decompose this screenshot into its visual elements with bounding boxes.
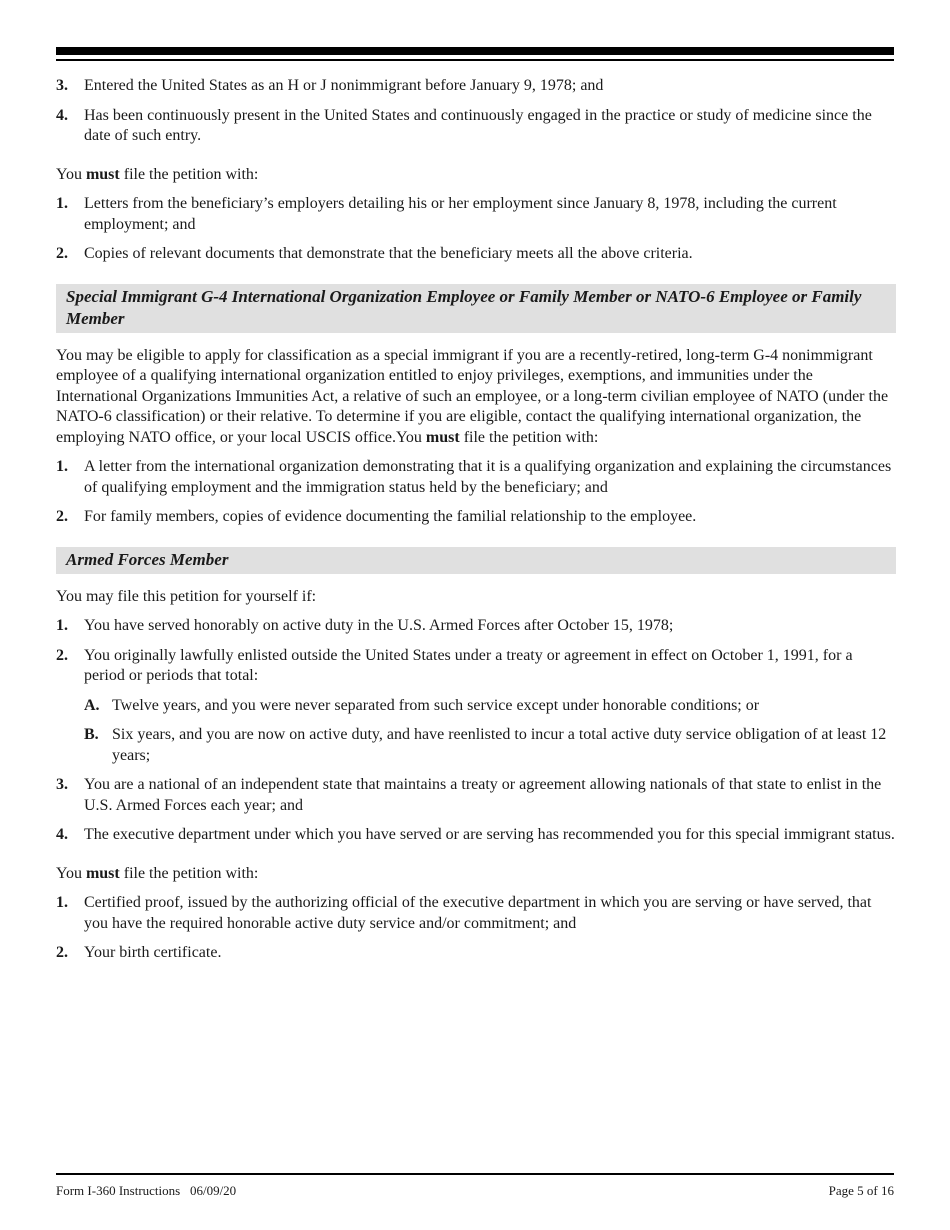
list-number: 2. xyxy=(56,508,68,525)
header-rule-thin xyxy=(56,59,894,61)
list-number: 2. xyxy=(56,944,68,961)
must-file-paragraph: You must file the petition with: xyxy=(56,165,259,183)
page-content xyxy=(56,76,896,964)
list-number: 1. xyxy=(56,617,68,634)
list-item xyxy=(56,893,896,934)
list-text: Twelve years, and you were never separated from such service except under honorable conditions; or xyxy=(112,696,760,714)
list-item xyxy=(56,507,896,528)
list-number: 1. xyxy=(56,195,68,212)
list-text: Letters from the beneficiary’s employers detailing his or her employment since January 8, 1978, including the current employment; and xyxy=(84,195,837,233)
list-text: You originally lawfully enlisted outside the United States under a treaty or agreement in effect on October 1, 1991, for a period or periods that total: xyxy=(84,646,853,684)
list-text: For family members, copies of evidence documenting the familial relationship to the employee. xyxy=(84,508,697,525)
list-number: 2. xyxy=(56,646,68,664)
footer-form-label: Form I-360 Instructions 06/09/20 xyxy=(56,1183,237,1198)
list-number: 4. xyxy=(56,106,68,124)
list-text: Your birth certificate. xyxy=(84,944,222,961)
list-number: 2. xyxy=(56,245,68,262)
sub-list-item xyxy=(56,696,896,717)
must-file-paragraph: You must file the petition with: xyxy=(56,864,259,882)
section-heading-g4: Special Immigrant G-4 International Organization Employee or Family Member or NATO-6 Employee or Family Member xyxy=(56,284,896,333)
list-number: 4. xyxy=(56,826,68,843)
footer-rule xyxy=(56,1173,894,1175)
list-number: 1. xyxy=(56,894,68,911)
list-item xyxy=(56,646,896,687)
section-heading-armed-forces: Armed Forces Member xyxy=(56,547,896,574)
list-number: 1. xyxy=(56,458,68,475)
list-text: A letter from the international organization demonstrating that it is a qualifying organization and explaining the circumstances of qualifying employment and the immigration status held by the beneficiary; and xyxy=(84,458,892,496)
header-rule-thick xyxy=(56,47,894,55)
list-text: Has been continuously present in the United States and continuously engaged in the practice or study of medicine since the date of such entry. xyxy=(84,106,872,144)
list-item xyxy=(56,76,896,97)
list-text: Copies of relevant documents that demonstrate that the beneficiary meets all the above criteria. xyxy=(84,245,693,262)
list-number: 3. xyxy=(56,776,68,793)
list-item xyxy=(56,943,896,964)
list-item xyxy=(56,244,896,265)
list-letter: B. xyxy=(84,726,99,743)
list-text: Entered the United States as an H or J nonimmigrant before January 9, 1978; and xyxy=(84,77,604,94)
list-text: You have served honorably on active duty in the U.S. Armed Forces after October 15, 1978; xyxy=(84,617,674,634)
list-text: You are a national of an independent state that maintains a treaty or agreement allowing nationals of that state to enlist in the U.S. Armed Forces each year; and xyxy=(84,776,882,814)
armed-intro: You may file this petition for yourself if: xyxy=(56,587,317,605)
list-item xyxy=(56,775,896,816)
list-item xyxy=(56,616,896,637)
list-item xyxy=(56,194,896,235)
list-item xyxy=(56,106,896,147)
list-number: 3. xyxy=(56,77,68,94)
list-item xyxy=(56,825,896,846)
list-letter: A. xyxy=(84,696,100,714)
sub-list-item xyxy=(56,725,896,766)
g4-paragraph: You may be eligible to apply for classification as a special immigrant if you are a recently-retired, long-term G-4 nonimmigrant employee of a qualifying international organization entitled to enjoy privileges, exemptions, and immunities under the International Organizations Immunities Act, a relative of such an employee, or a long-term civilian employee of NATO (under the NATO-6 classification) or their relative. To determine if you are eligible, contact the qualifying international organization, the employing NATO office, or your local USCIS office.You must file the petition with: xyxy=(56,346,889,446)
list-text: Six years, and you are now on active duty, and have reenlisted to incur a total active duty service obligation of at least 12 years; xyxy=(112,726,887,764)
list-text: Certified proof, issued by the authorizing official of the executive department in which you are serving or have served, that you have the required honorable active duty service and/or commitment; and xyxy=(84,894,872,932)
list-text: The executive department under which you have served or are serving has recommended you for this special immigrant status. xyxy=(84,826,895,843)
list-item xyxy=(56,457,896,498)
footer-page-number: Page 5 of 16 xyxy=(828,1183,894,1198)
